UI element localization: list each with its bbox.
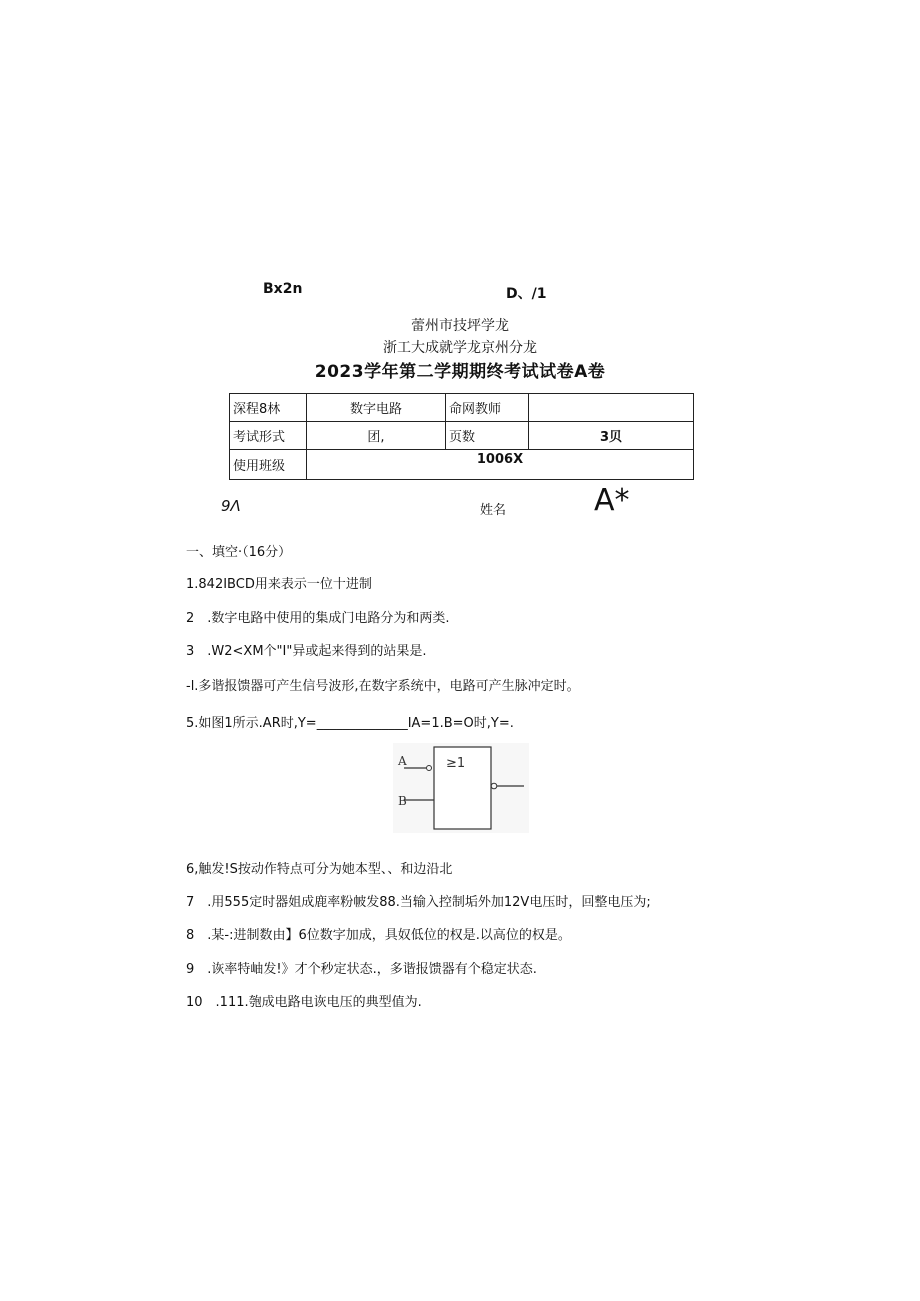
input-a-label: A bbox=[398, 754, 407, 768]
gate-symbol: ≥1 bbox=[446, 756, 466, 771]
exam-title: 2023学年第二学期期终考试试卷A卷 bbox=[314, 362, 606, 382]
pages-label: 页数 bbox=[446, 422, 529, 450]
question-7: 7 .用555定时器姐成鹿率粉帔发88.当输入控制垢外加12V电压时，回整电压为; bbox=[186, 895, 651, 910]
question-10: 10 .111.匏成电路电诙电压的典型值为. bbox=[186, 995, 422, 1010]
name-label: 姓名 bbox=[480, 503, 507, 518]
teacher-value bbox=[529, 394, 694, 422]
question-3: 3 .W2<XM个"I"异或起来得到的站果是. bbox=[186, 644, 427, 659]
question-8: 8 .某-:进制数由】6位数字加成，具奴低位的权是.以高位的权是。 bbox=[186, 928, 571, 943]
question-6: 6,触发!S按动作特点可分为她本型、、和边沿北 bbox=[186, 862, 453, 877]
question-2: 2 .数字电路中使用的集成门电路分为和两类. bbox=[186, 611, 450, 626]
input-b-label: B bbox=[398, 794, 407, 808]
class-value: 1006X bbox=[307, 450, 694, 480]
grade-mark: A* bbox=[594, 483, 630, 518]
school-name-1: 蕾州市技坪学龙 bbox=[411, 318, 509, 334]
header-right-code: D、/1 bbox=[506, 286, 547, 302]
course-label: 深程8林 bbox=[230, 394, 307, 422]
teacher-label: 命网教师 bbox=[446, 394, 529, 422]
info-row-course bbox=[230, 394, 694, 422]
info-row-class bbox=[230, 450, 694, 480]
question-5: 5.如图1所示.AR时,Y=______________IA=1.B=O时,Y=. bbox=[186, 716, 514, 731]
form-value: 团, bbox=[307, 422, 446, 450]
school-name-2: 浙工大成就学龙京州分龙 bbox=[383, 340, 537, 356]
header-left-code: Bx2n bbox=[263, 281, 303, 297]
question-9: 9 .诙率特岫发!》才个秒定状态.，多谐报馈器有个稳定状态. bbox=[186, 962, 537, 977]
class-label: 使用班级 bbox=[230, 450, 307, 480]
info-row-form bbox=[230, 422, 694, 450]
pages-value: 3贝 bbox=[529, 422, 694, 450]
course-value: 数字电路 bbox=[307, 394, 446, 422]
section-heading: 一、填空·（16分） bbox=[186, 545, 292, 560]
or-gate-figure bbox=[393, 743, 529, 833]
exam-info-table bbox=[229, 393, 694, 480]
student-id-mark: 9Λ bbox=[221, 497, 241, 515]
question-4: -l.多谐报馈器可产生信号波形,在数字系统中，电路可产生脉冲定时。 bbox=[186, 679, 580, 694]
question-1: 1.842IBCD用来表示一位十进制 bbox=[186, 577, 372, 592]
form-label: 考试形式 bbox=[230, 422, 307, 450]
